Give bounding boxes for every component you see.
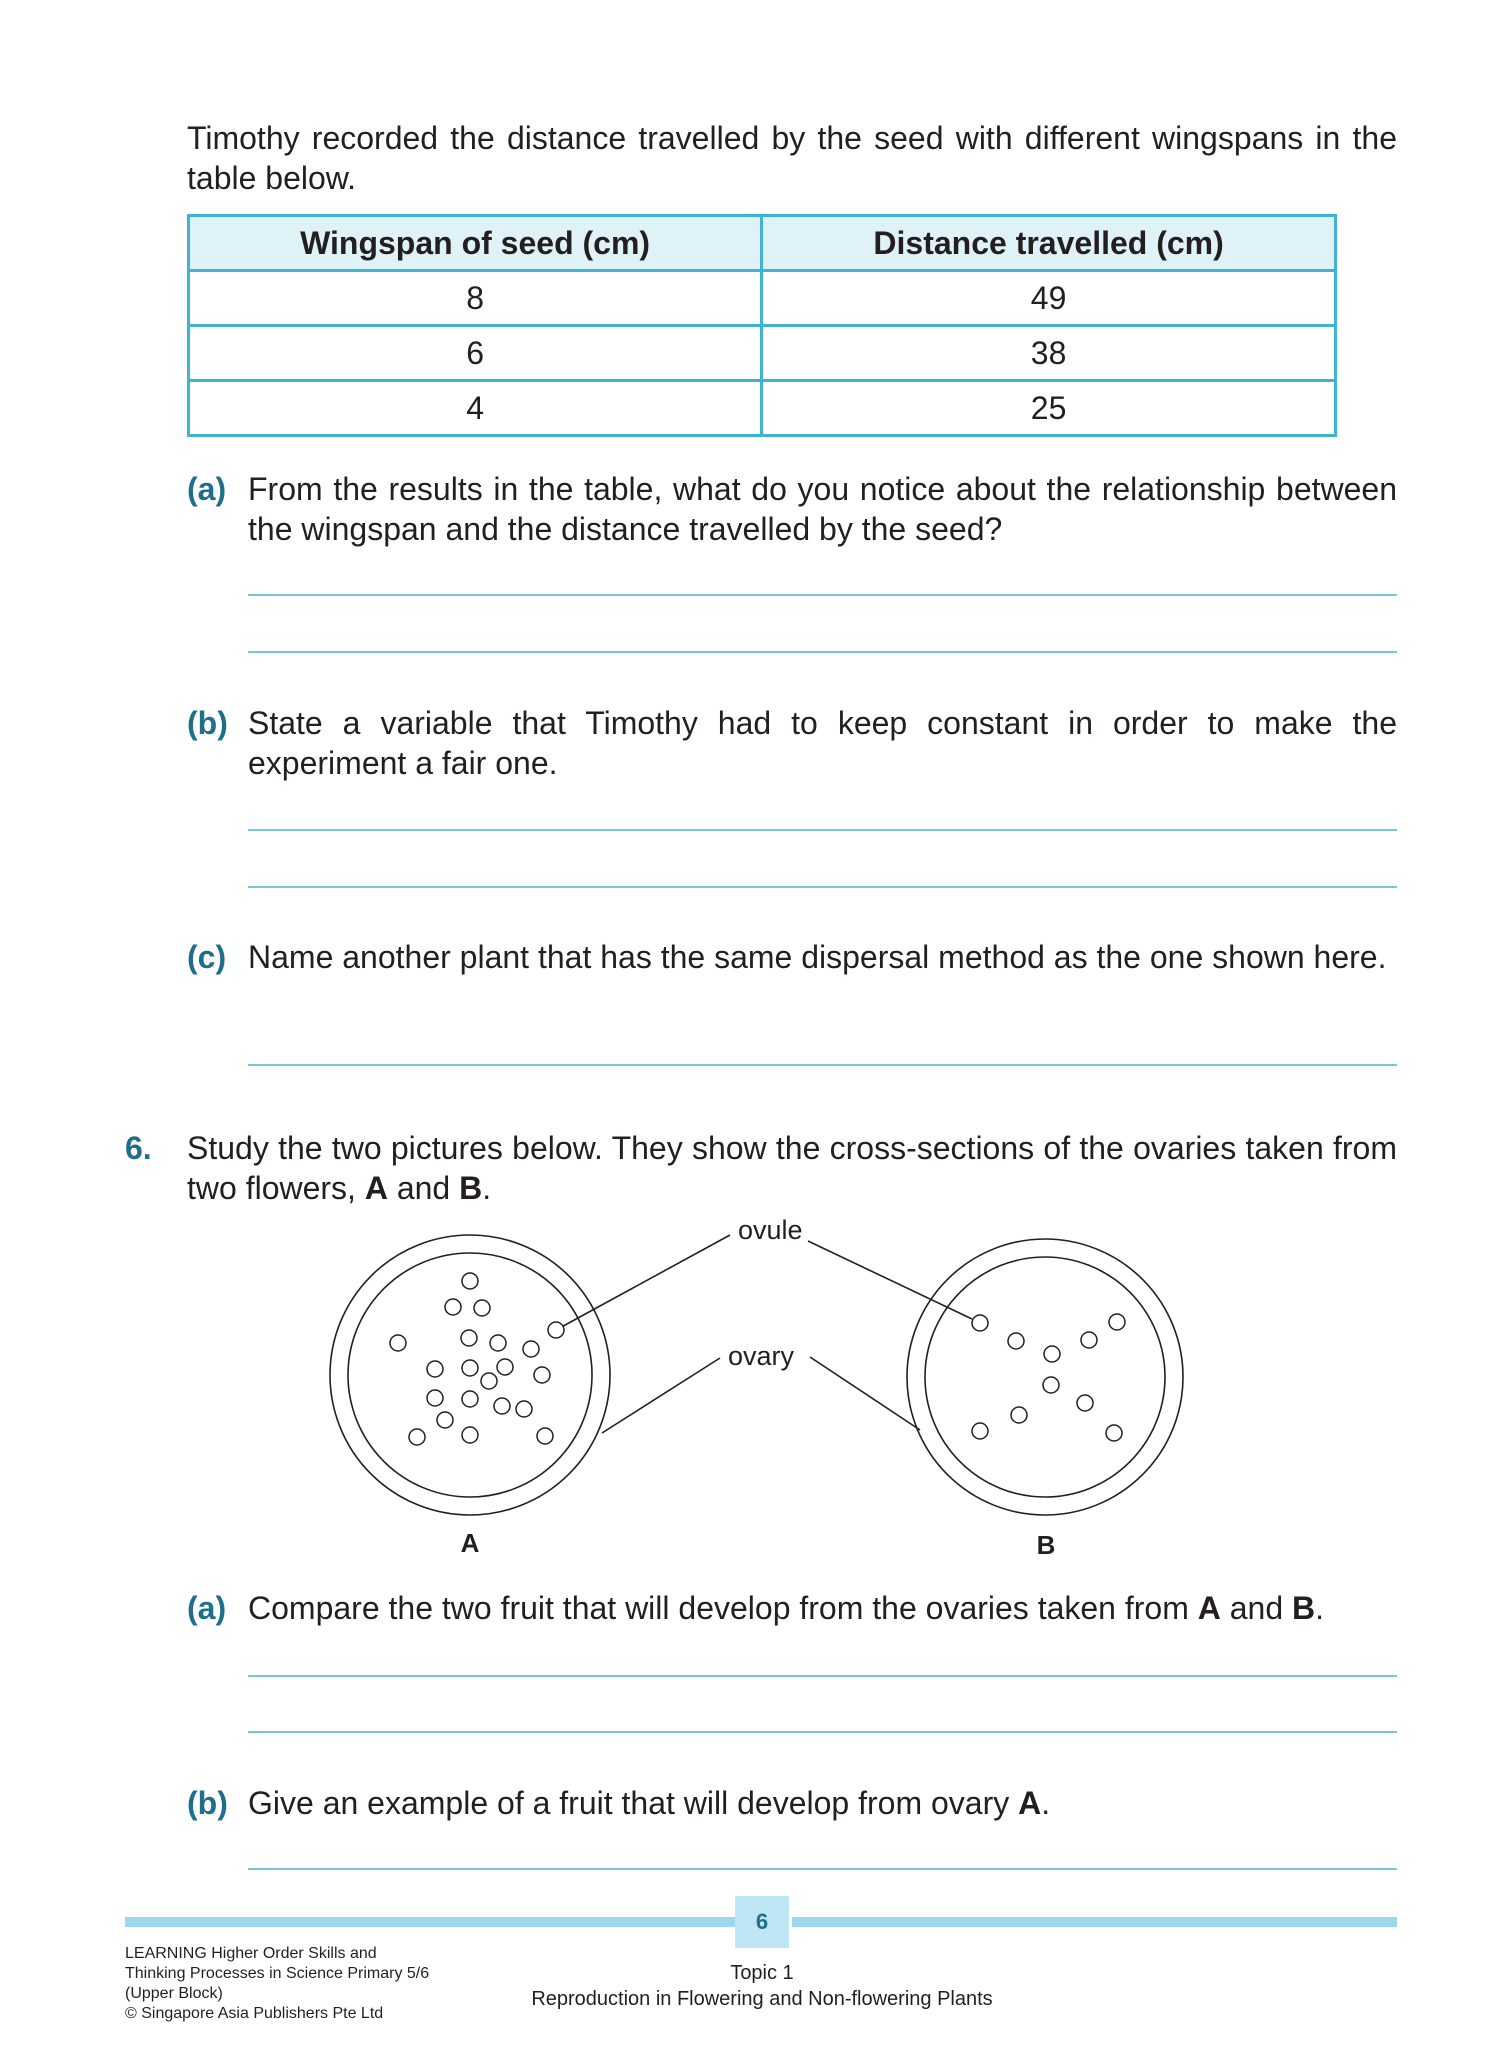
ovary-label: ovary (728, 1341, 795, 1371)
question-6-flower-a: A (364, 1170, 388, 1206)
ovule (481, 1373, 497, 1389)
ovule (462, 1391, 478, 1407)
answer-line-6a-2[interactable] (248, 1731, 1397, 1733)
question-5c-label: (c) (187, 939, 227, 975)
footer-line: LEARNING Higher Order Skills and (125, 1945, 377, 1962)
ovule (1077, 1395, 1093, 1411)
ovule (497, 1359, 513, 1375)
question-6-text-main: Study the two pictures below. They show the cross-sections of the ovaries taken from two flowers, (187, 1130, 1397, 1206)
table-row (189, 381, 1336, 436)
flower-a-label: A (460, 1528, 480, 1558)
ovule (1011, 1407, 1027, 1423)
ovule (427, 1390, 443, 1406)
wingspan-table (187, 214, 1337, 437)
ovule (427, 1361, 443, 1377)
question-6a-label: (a) (187, 1590, 227, 1626)
ovule (490, 1335, 506, 1351)
ovule (1081, 1332, 1097, 1348)
question-5b-text: State a variable that Timothy had to keep constant in order to make the experiment a fair one. (248, 705, 1397, 781)
question-5c-text: Name another plant that has the same dispersal method as the one shown here. (248, 939, 1387, 975)
footer-bar-right (792, 1917, 1397, 1927)
table-row (189, 271, 1336, 326)
ovary-b-inner (925, 1257, 1165, 1497)
ovule (1109, 1314, 1125, 1330)
question-6-text (187, 1128, 1397, 1208)
ovule (445, 1299, 461, 1315)
answer-line-5b-1[interactable] (248, 829, 1397, 831)
ovule-label: ovule (738, 1215, 803, 1245)
question-6a-bold-a: A (1197, 1590, 1221, 1626)
ovule (1008, 1333, 1024, 1349)
ovule (548, 1322, 564, 1338)
ovary-pointer-b (810, 1357, 920, 1430)
table-cell: 38 (762, 326, 1336, 381)
footer-topic-title: Reproduction in Flowering and Non-flowering Plants (531, 1988, 993, 2010)
ovule (537, 1428, 553, 1444)
question-6b-bold-a: A (1018, 1785, 1042, 1821)
ovule (1106, 1425, 1122, 1441)
ovule-pointer-a (556, 1235, 730, 1330)
question-5a-text: From the results in the table, what do you notice about the relationship between the wingspan and the distance travelled by the seed? (248, 471, 1397, 547)
question-6b-text (248, 1783, 1397, 1823)
answer-line-5c-1[interactable] (248, 1064, 1397, 1066)
ovule (409, 1429, 425, 1445)
question-6a-text (248, 1588, 1408, 1628)
table-cell: 6 (189, 326, 762, 381)
table-cell: 8 (189, 271, 762, 326)
question-6-and: and (387, 1170, 460, 1206)
question-6a-bold-b: B (1292, 1590, 1316, 1626)
question-6a-end: . (1315, 1590, 1325, 1626)
footer-line: (Upper Block) (125, 1985, 223, 2002)
ovule (462, 1273, 478, 1289)
question-6-flower-b: B (459, 1170, 483, 1206)
intro-text: Timothy recorded the distance travelled by the seed with different wingspans in the table below. (187, 120, 1397, 196)
ovule (474, 1300, 490, 1316)
footer-bar-left (125, 1917, 735, 1927)
ovule (523, 1341, 539, 1357)
question-5b-label: (b) (187, 705, 228, 741)
table-cell: 4 (189, 381, 762, 436)
answer-line-5a-1[interactable] (248, 594, 1397, 596)
question-6b-end: . (1041, 1785, 1051, 1821)
ovule (462, 1427, 478, 1443)
flower-b-label: B (1036, 1530, 1056, 1560)
ovule (494, 1398, 510, 1414)
ovary-b-outer (907, 1239, 1183, 1515)
question-6-number: 6. (125, 1130, 152, 1166)
question-6-period: . (482, 1170, 492, 1206)
answer-line-5a-2[interactable] (248, 651, 1397, 653)
ovule (534, 1367, 550, 1383)
ovule (516, 1401, 532, 1417)
answer-line-6a-1[interactable] (248, 1675, 1397, 1677)
ovule (972, 1315, 988, 1331)
table-cell: 25 (762, 381, 1336, 436)
ovule (437, 1412, 453, 1428)
table-header-row (189, 216, 1336, 271)
ovule (1043, 1377, 1059, 1393)
answer-line-6b-1[interactable] (248, 1868, 1397, 1870)
footer-topic-number: Topic 1 (730, 1962, 794, 1984)
table-header-cell: Distance travelled (cm) (762, 216, 1336, 271)
table-cell: 49 (762, 271, 1336, 326)
ovary-pointer-a (602, 1358, 720, 1433)
footer-topic (462, 1960, 1062, 2012)
answer-line-5b-2[interactable] (248, 886, 1397, 888)
ovule (462, 1360, 478, 1376)
footer-line: © Singapore Asia Publishers Pte Ltd (125, 2005, 384, 2022)
table-row (189, 326, 1336, 381)
question-6a-main: Compare the two fruit that will develop from the ovaries taken from (248, 1590, 1198, 1626)
question-6a-mid: and (1220, 1590, 1293, 1626)
page-number: 6 (755, 1909, 769, 1934)
table-header-cell: Wingspan of seed (cm) (189, 216, 762, 271)
ovule (972, 1423, 988, 1439)
footer-line: Thinking Processes in Science Primary 5/6 (125, 1965, 430, 1982)
question-6b-label: (b) (187, 1785, 228, 1821)
question-5a-label: (a) (187, 471, 227, 507)
question-6b-main: Give an example of a fruit that will develop from ovary (248, 1785, 1019, 1821)
ovule (390, 1335, 406, 1351)
ovary-diagram (320, 1215, 1220, 1565)
ovule (1044, 1346, 1060, 1362)
ovule (461, 1330, 477, 1346)
